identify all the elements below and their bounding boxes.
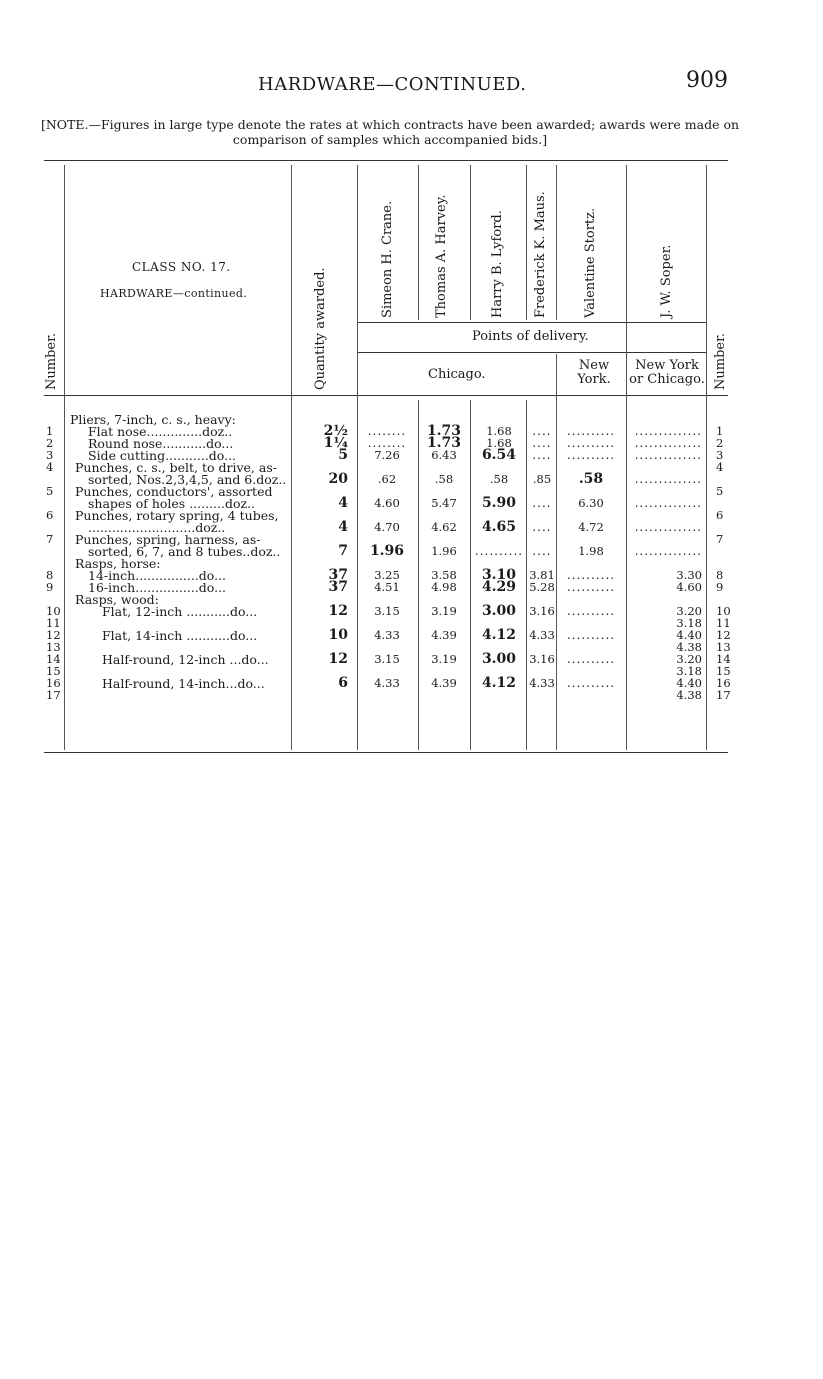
bid-lyford: ..........	[474, 544, 524, 558]
bidder-header: Harry B. Lyford.	[490, 210, 505, 318]
row-number: 9	[46, 580, 54, 594]
quantity-awarded: 37	[328, 579, 348, 595]
quantity-awarded: 4	[338, 495, 348, 511]
item-description: Half-round, 14-inch...do...	[102, 676, 265, 691]
bid-lyford: 4.29	[481, 579, 517, 595]
bid-crane: 4.70	[374, 520, 400, 534]
item-description: Rasps, wood:	[75, 592, 159, 607]
item-description: Side cutting...........do...	[88, 448, 237, 463]
row-number: 1	[46, 424, 54, 438]
delivery-newyork: New York.	[577, 358, 611, 387]
bid-soper: ..............	[634, 544, 702, 558]
col-divider	[64, 165, 65, 750]
table-top-rule	[44, 160, 728, 161]
quantity-awarded: 12	[328, 651, 348, 667]
bid-harvey: 5.47	[431, 496, 457, 510]
bid-lyford: 4.12	[481, 627, 517, 643]
quantity-awarded: 20	[328, 471, 348, 487]
item-description: 16-inch................do...	[88, 580, 227, 595]
bid-crane: 4.51	[374, 580, 400, 594]
bid-maus: ....	[532, 520, 552, 534]
bid-lyford: 3.00	[481, 603, 517, 619]
item-description: Pliers, 7-inch, c. s., heavy:	[70, 412, 236, 427]
item-description: ...........................doz..	[88, 520, 226, 535]
bid-crane: ........	[367, 424, 407, 438]
bid-harvey: 3.19	[431, 652, 457, 666]
bid-stortz: ..........	[566, 568, 616, 582]
bid-crane: 3.15	[374, 652, 400, 666]
item-description: sorted, 6, 7, and 8 tubes..doz..	[88, 544, 281, 559]
bid-maus: ....	[532, 544, 552, 558]
bid-harvey: 3.19	[431, 604, 457, 618]
bid-harvey: 1.73	[426, 435, 462, 451]
bid-maus: 3.81	[529, 568, 555, 582]
bid-harvey: 6.43	[431, 448, 457, 462]
bid-lyford: 1.68	[486, 436, 512, 450]
bid-stortz: ..........	[566, 604, 616, 618]
bid-stortz: ..........	[566, 424, 616, 438]
bid-lyford: 4.65	[481, 519, 517, 535]
bid-stortz: ..........	[566, 652, 616, 666]
bid-maus: 3.16	[529, 652, 555, 666]
bid-crane: 3.15	[374, 604, 400, 618]
bidder-header: Valentine Stortz.	[583, 207, 598, 318]
page-number: 909	[686, 68, 728, 93]
points-of-delivery: Points of delivery.	[472, 329, 589, 344]
bid-stortz: ..........	[566, 580, 616, 594]
bid-maus: ....	[532, 424, 552, 438]
row-number-right: 11	[716, 616, 731, 630]
number-header-right: Number.	[713, 332, 728, 390]
item-description: Punches, conductors', assorted	[75, 484, 273, 499]
bid-maus: ....	[532, 496, 552, 510]
table-bottom-rule	[44, 752, 728, 753]
item-description: Round nose...........do...	[88, 436, 234, 451]
quantity-awarded: 5	[338, 447, 348, 463]
row-number-right: 15	[716, 664, 731, 678]
bid-harvey: 1.96	[431, 544, 457, 558]
row-number: 6	[46, 508, 54, 522]
row-number: 7	[46, 532, 54, 546]
bid-lyford: 4.12	[481, 675, 517, 691]
item-description: Punches, rotary spring, 4 tubes,	[75, 508, 279, 523]
row-number-right: 1	[716, 424, 724, 438]
bid-soper: 3.20	[676, 652, 702, 666]
bid-soper: 4.38	[676, 640, 702, 654]
bid-soper: ..............	[634, 424, 702, 438]
delivery-nyorchicago: New York or Chicago.	[629, 358, 705, 387]
row-number: 12	[46, 628, 61, 642]
bid-lyford: 3.00	[481, 651, 517, 667]
col-divider	[418, 400, 419, 750]
item-description: Flat, 12-inch ...........do...	[102, 604, 258, 619]
bid-stortz: 1.98	[578, 544, 604, 558]
bid-maus: 4.33	[529, 676, 555, 690]
item-description: Half-round, 12-inch ...do...	[102, 652, 269, 667]
row-number: 13	[46, 640, 61, 654]
quantity-awarded: 7	[338, 543, 348, 559]
bid-lyford: 5.90	[481, 495, 517, 511]
bid-harvey: 1.73	[426, 423, 462, 439]
item-description: Flat, 14-inch ...........do...	[102, 628, 258, 643]
row-number-right: 16	[716, 676, 731, 690]
bid-maus: 5.28	[529, 580, 555, 594]
row-number: 16	[46, 676, 61, 690]
quantity-awarded: 6	[338, 675, 348, 691]
bid-soper: 4.40	[676, 676, 702, 690]
row-number-right: 17	[716, 688, 731, 702]
bid-maus: ....	[532, 436, 552, 450]
bid-maus: ....	[532, 448, 552, 462]
number-header: Number.	[44, 332, 59, 390]
row-number: 17	[46, 688, 61, 702]
item-description: sorted, Nos.2,3,4,5, and 6.doz..	[88, 472, 287, 487]
bidder-header: J. W. Soper.	[659, 244, 674, 318]
bid-lyford: 3.10	[481, 567, 517, 583]
col-divider	[526, 165, 527, 320]
row-number-right: 4	[716, 460, 724, 474]
item-description: shapes of holes .........doz..	[88, 496, 256, 511]
bid-lyford: 6.54	[481, 447, 517, 463]
bid-soper: ..............	[634, 436, 702, 450]
row-number: 3	[46, 448, 54, 462]
bid-crane: 1.96	[369, 543, 405, 559]
note-text: [NOTE.—Figures in large type denote the rates at which contracts have been awarded; awards were made on comparison of samples which accompanied bids.]	[40, 117, 740, 147]
bid-stortz: ..........	[566, 676, 616, 690]
row-number-right: 12	[716, 628, 731, 642]
col-divider	[357, 165, 358, 750]
bid-harvey: 3.58	[431, 568, 457, 582]
row-number-right: 7	[716, 532, 724, 546]
row-number-right: 6	[716, 508, 724, 522]
bid-maus: .85	[532, 472, 552, 486]
bid-soper: ..............	[634, 448, 702, 462]
item-description: Rasps, horse:	[75, 556, 161, 571]
row-number-right: 2	[716, 436, 724, 450]
item-description: 14-inch................do...	[88, 568, 227, 583]
bid-stortz: ..........	[566, 436, 616, 450]
row-number: 8	[46, 568, 54, 582]
col-divider	[556, 165, 557, 320]
page-title: HARDWARE—CONTINUED.	[258, 74, 527, 95]
row-number-right: 10	[716, 604, 731, 618]
bid-harvey: .58	[434, 472, 454, 486]
quantity-awarded: 37	[328, 567, 348, 583]
bid-stortz: 6.30	[578, 496, 604, 510]
bid-soper: 4.38	[676, 688, 702, 702]
bid-lyford: .58	[489, 472, 509, 486]
row-number: 11	[46, 616, 61, 630]
row-number-right: 5	[716, 484, 724, 498]
bid-stortz: ..........	[566, 628, 616, 642]
bid-soper: 3.20	[676, 604, 702, 618]
delivery-chicago: Chicago.	[428, 367, 486, 382]
quantity-awarded: 12	[328, 603, 348, 619]
bid-crane: ........	[367, 436, 407, 450]
col-divider	[706, 165, 707, 750]
bid-harvey: 4.39	[431, 676, 457, 690]
quantity-awarded: 1¼	[323, 435, 348, 451]
bid-soper: ..............	[634, 472, 702, 486]
bid-soper: 4.40	[676, 628, 702, 642]
bid-lyford: 1.68	[486, 424, 512, 438]
row-number-right: 8	[716, 568, 724, 582]
row-number: 5	[46, 484, 54, 498]
class-sub-label: HARDWARE—continued.	[100, 287, 248, 300]
row-number-right: 14	[716, 652, 731, 666]
col-divider	[291, 165, 292, 750]
bid-maus: 4.33	[529, 628, 555, 642]
item-description: Punches, spring, harness, as-	[75, 532, 261, 547]
bid-harvey: 4.98	[431, 580, 457, 594]
bidder-header: Thomas A. Harvey.	[434, 194, 449, 318]
row-number: 2	[46, 436, 54, 450]
bid-stortz: .58	[578, 471, 604, 487]
quantity-awarded: 2½	[323, 423, 348, 439]
delivery-mid-rule	[358, 352, 706, 353]
row-number-right: 13	[716, 640, 731, 654]
bid-soper: ..............	[634, 520, 702, 534]
bid-stortz: 4.72	[578, 520, 604, 534]
delivery-top-rule	[358, 322, 706, 323]
bid-soper: ..............	[634, 496, 702, 510]
bid-soper: 4.60	[676, 580, 702, 594]
bid-crane: .62	[377, 472, 397, 486]
item-description: Flat nose..............doz..	[88, 424, 233, 439]
col-divider	[418, 165, 419, 320]
row-number: 4	[46, 460, 54, 474]
row-number: 15	[46, 664, 61, 678]
bid-harvey: 4.62	[431, 520, 457, 534]
row-number-right: 3	[716, 448, 724, 462]
bid-soper: 3.18	[676, 616, 702, 630]
bid-crane: 7.26	[374, 448, 400, 462]
bidder-header: Simeon H. Crane.	[380, 200, 395, 318]
row-number: 10	[46, 604, 61, 618]
col-divider	[470, 165, 471, 320]
row-number: 14	[46, 652, 61, 666]
bid-crane: 4.33	[374, 628, 400, 642]
bid-soper: 3.18	[676, 664, 702, 678]
bid-crane: 4.60	[374, 496, 400, 510]
bid-stortz: ..........	[566, 448, 616, 462]
col-divider	[470, 400, 471, 750]
bid-maus: 3.16	[529, 604, 555, 618]
bid-crane: 3.25	[374, 568, 400, 582]
quantity-awarded: 10	[328, 627, 348, 643]
bid-soper: 3.30	[676, 568, 702, 582]
bidder-header: Frederick K. Maus.	[533, 191, 548, 318]
quantity-header: Quantity awarded.	[313, 267, 328, 390]
bid-crane: 4.33	[374, 676, 400, 690]
col-divider	[626, 165, 627, 750]
row-number-right: 9	[716, 580, 724, 594]
item-description: Punches, c. s., belt, to drive, as-	[75, 460, 277, 475]
bid-harvey: 4.39	[431, 628, 457, 642]
class-label: CLASS NO. 17.	[132, 260, 231, 274]
quantity-awarded: 4	[338, 519, 348, 535]
